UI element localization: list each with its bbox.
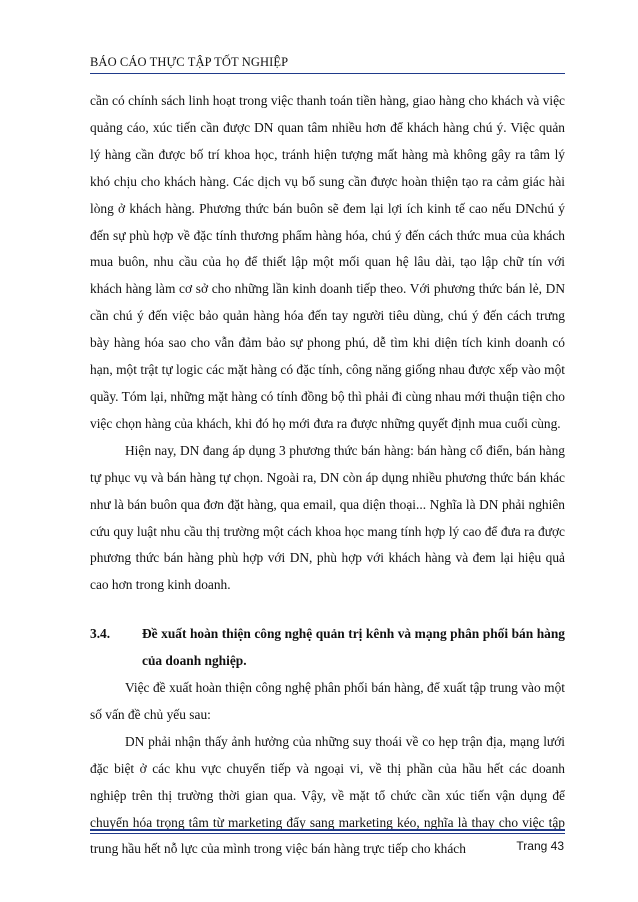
paragraph-continuation: cần có chính sách linh hoạt trong việc thanh toán tiền hàng, giao hàng cho khách và việc quảng cáo, xúc tiến cần được DN quan tâm nhiều hơn để khách hàng chú ý. Việc quản lý hàng cần được bố trí khoa học, tránh hiện tượng mất hàng mà không gây ra tâm lý khó chịu cho khách hàng. Các dịch vụ bổ sung cần được hoàn thiện tạo ra cảm giác hài lòng ở khách hàng. Phương thức bán buôn sẽ đem lại lợi ích kinh tế cao nếu DNchú ý đến sự phù hợp về đặc tính thương phẩm hàng hóa, chú ý đến cách thức mua của khách mua buôn, nhu cầu của họ để thiết lập một mối quan hệ lâu dài, tạo lập chữ tín với khách hàng làm cơ sở cho những lần kinh doanh tiếp theo. Với phương thức bán lẻ, DN cần chú ý đến việc bảo quản hàng hóa đến tay người tiêu dùng, chú ý đến cách trưng bày hàng hóa sao cho vẫn đảm bảo sự phong phú, dễ tìm khi diện tích kinh doanh có hạn, một trật tự logic các mặt hàng có đặc tính, công năng giống nhau được xếp vào một quầy. Tóm lại, những mặt hàng có tính đồng bộ thì phải đi cùng nhau mới thuận tiện cho việc chọn hàng của khách, khi đó họ mới đưa ra được những quyết định mua cuối cùng. bbox=[90, 93, 565, 431]
page-number: Trang 43 bbox=[516, 839, 564, 853]
section-heading bbox=[90, 621, 565, 675]
paragraph-sales-methods: Hiện nay, DN đang áp dụng 3 phương thức bán hàng: bán hàng cổ điển, bán hàng tự phục vụ và bán hàng tự chọn. Ngoài ra, DN còn áp dụng nhiều phương thức bán khác như là bán buôn qua đơn đặt hàng, qua email, qua diện thoại... Nghĩa là DN phải nghiên cứu quy luật nhu cầu thị trường một cách khoa học mang tính hợp lý cao để đưa ra được phương thức bán hàng phù hợp với DN, phù hợp với khách hàng và đem lại hiệu quả cao hơn trong kinh doanh. bbox=[90, 442, 565, 593]
document-body bbox=[90, 88, 565, 863]
page-header-title: BÁO CÁO THỰC TẬP TỐT NGHIỆP bbox=[90, 55, 289, 69]
footer-divider-thin bbox=[90, 833, 565, 834]
header-divider bbox=[90, 73, 565, 74]
paragraph-recommendation: DN phải nhận thấy ảnh hưởng của những suy thoái về co hẹp trận địa, mạng lưới đặc biệt ở các khu vực chuyển tiếp và ngoại vi, về thị phần của hầu hết các doanh nghiệp trên thị trường thời gian qua. Vậy, về mặt tổ chức cần xúc tiến vận dụng để chuyển hóa trọng tâm từ marketing đẩy sang marketing kéo, nghĩa là thay cho việc tập trung hầu hết nỗ lực của mình trong việc bán hàng trực tiếp cho khách bbox=[90, 733, 565, 857]
footer-divider-thick bbox=[90, 829, 565, 831]
section-number: 3.4. bbox=[90, 626, 111, 642]
section-title: Đề xuất hoàn thiện công nghệ quản trị kênh và mạng phân phối bán hàng của doanh nghiệp. bbox=[142, 626, 565, 669]
paragraph-intro: Việc đề xuất hoàn thiện công nghệ phân phối bán hàng, để xuất tập trung vào một số vấn đề chủ yếu sau: bbox=[90, 680, 565, 722]
